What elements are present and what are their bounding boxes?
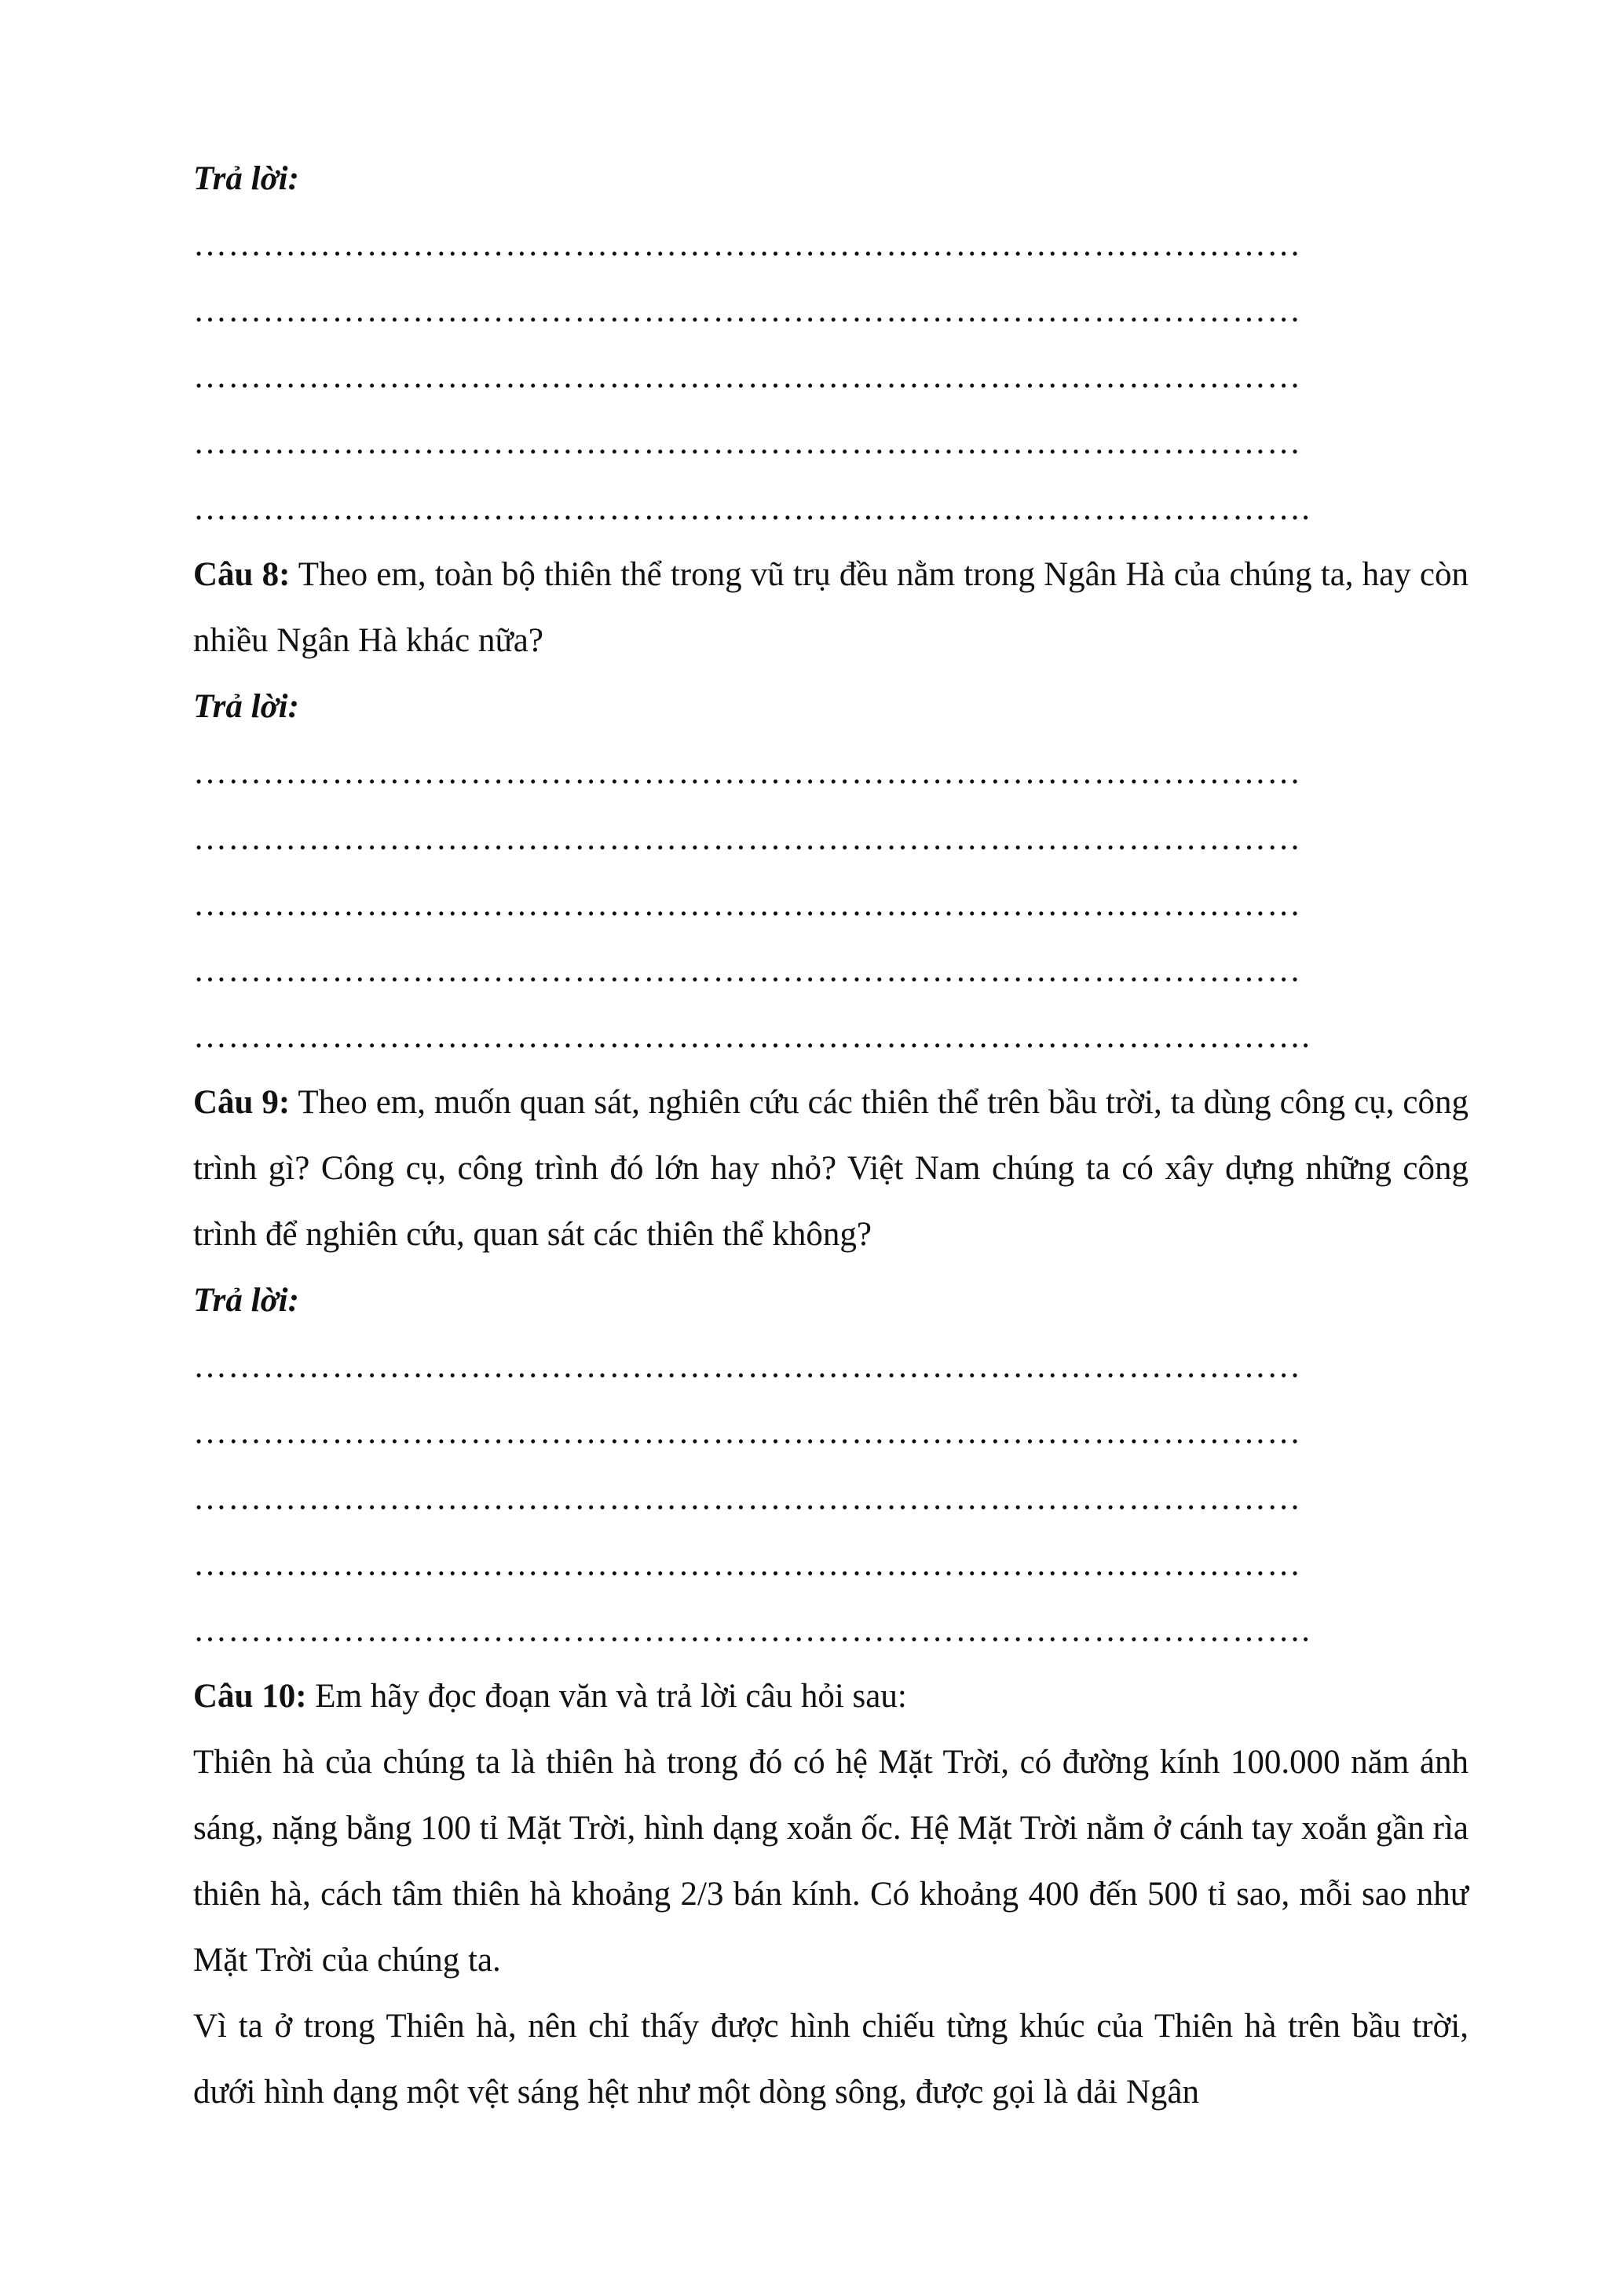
answer-line[interactable]: …………………………………………………………………………………… [193, 226, 1302, 263]
answer-line[interactable]: …………………………………………………………………………………… [193, 754, 1302, 791]
question-8 [193, 542, 1469, 674]
question-8-label: Câu 8: [193, 556, 291, 593]
question-8-text: Theo em, toàn bộ thiên thể trong vũ trụ đều nằm trong Ngân Hà của chúng ta, hay còn nhiều Ngân Hà khác nữa? [193, 556, 1469, 659]
question-10-text: Em hãy đọc đoạn văn và trả lời câu hỏi sau: [306, 1678, 907, 1715]
question-9-text: Theo em, muốn quan sát, nghiên cứu các thiên thể trên bầu trời, ta dùng công cụ, công trình gì? Công cụ, công trình đó lớn hay nhỏ? Việt Nam chúng ta có xây dựng những công trình để nghiên cứu, quan sát các thiên thể không? [193, 1084, 1469, 1253]
answer-label: Trả lời: [193, 1282, 299, 1319]
answer-line[interactable]: ……………………………………………………………………………………. [193, 1612, 1311, 1649]
answer-line[interactable]: …………………………………………………………………………………… [193, 1546, 1302, 1583]
answer-line[interactable]: …………………………………………………………………………………… [193, 820, 1302, 857]
passage-paragraph: Vì ta ở trong Thiên hà, nên chỉ thấy được hình chiếu từng khúc của Thiên hà trên bầu trời, dưới hình dạng một vệt sáng hệt như một dòng sông, được gọi là dải Ngân [193, 2008, 1469, 2111]
answer-line[interactable]: ……………………………………………………………………………………. [193, 1018, 1311, 1055]
question-10 [193, 1664, 1469, 1730]
answer-line[interactable]: …………………………………………………………………………………… [193, 358, 1302, 395]
answer-line[interactable]: …………………………………………………………………………………… [193, 886, 1302, 923]
answer-line[interactable]: ……………………………………………………………………………………. [193, 490, 1311, 527]
question-9 [193, 1070, 1469, 1268]
passage-paragraph: Thiên hà của chúng ta là thiên hà trong đó có hệ Mặt Trời, có đường kính 100.000 năm ánh sáng, nặng bằng 100 tỉ Mặt Trời, hình dạng xoắn ốc. Hệ Mặt Trời nằm ở cánh tay xoắn gần rìa thiên hà, cách tâm thiên hà khoảng 2/3 bán kính. Có khoảng 400 đến 500 tỉ sao, mỗi sao như Mặt Trời của chúng ta. [193, 1744, 1469, 1979]
answer-line[interactable]: …………………………………………………………………………………… [193, 952, 1302, 989]
answer-line[interactable]: …………………………………………………………………………………… [193, 424, 1302, 461]
answer-label: Trả lời: [193, 688, 299, 725]
answer-line[interactable]: …………………………………………………………………………………… [193, 1480, 1302, 1517]
answer-line[interactable]: …………………………………………………………………………………… [193, 1414, 1302, 1451]
document-page [193, 146, 1469, 2126]
answer-label: Trả lời: [193, 160, 299, 197]
question-10-label: Câu 10: [193, 1678, 307, 1715]
question-9-label: Câu 9: [193, 1084, 291, 1121]
answer-line[interactable]: …………………………………………………………………………………… [193, 1348, 1302, 1385]
answer-line[interactable]: …………………………………………………………………………………… [193, 292, 1302, 329]
